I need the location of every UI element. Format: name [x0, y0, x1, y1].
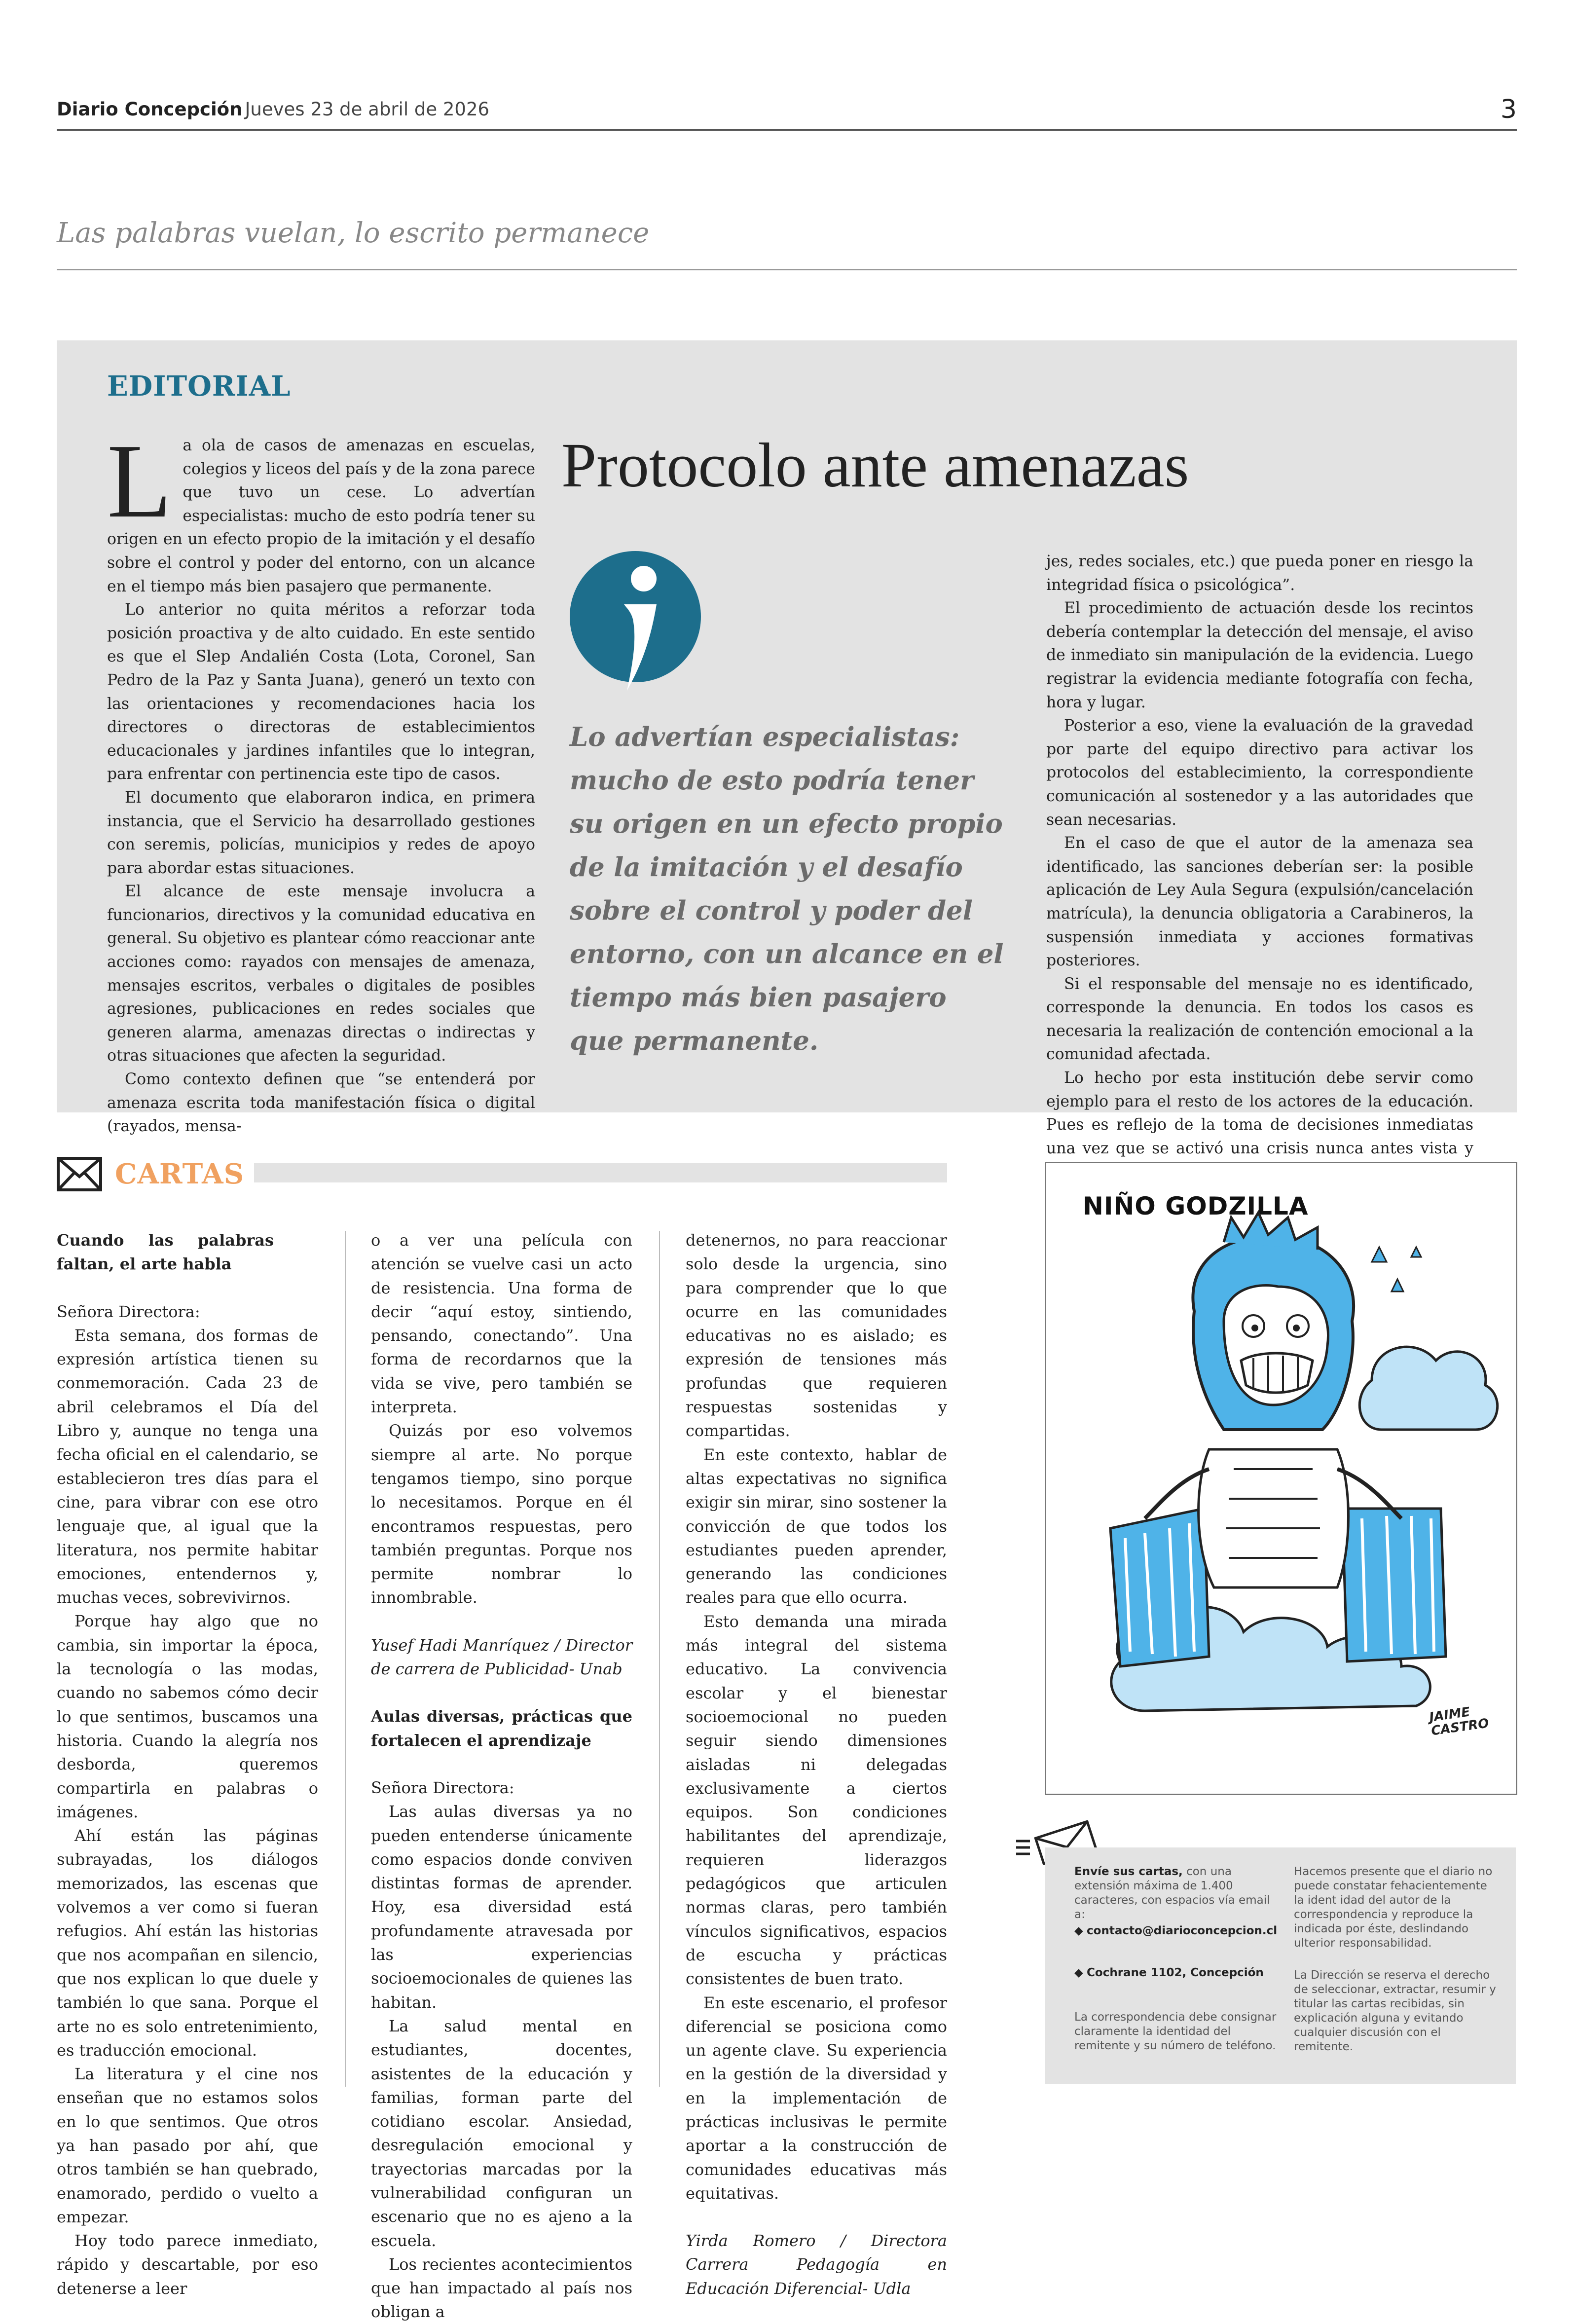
letter-paragraph: En este contexto, hablar de altas expectativas no significa exigir sin mirar, sino sostener la convicción de que todos los estudiantes pueden aprender, generando las condiciones reales para que ello ocurra.: [686, 1445, 947, 1607]
issue-date: Jueves 23 de abril de 2026: [245, 99, 490, 120]
column-divider: [345, 1231, 346, 2087]
send-address: Cochrane 1102, Concepción: [1087, 1966, 1264, 1979]
section-motto: Las palabras vuelan, lo escrito permanece: [57, 217, 1517, 270]
drop-cap: L: [107, 422, 172, 540]
letter-paragraph: La literatura y el cine nos enseñan que no estamos solos en lo que sentimos. Que otros ya han pasado por ahí, que otros también se han quebrado, enamorado, perdido o vuelto a empezar.: [57, 2065, 318, 2226]
page-number: 3: [1500, 95, 1517, 124]
letters-column-1: [57, 1228, 318, 2300]
editorial-label: EDITORIAL: [107, 370, 291, 403]
letter-title: Aulas diversas, prácticas que fortalecen el aprendizaje: [371, 1707, 632, 1750]
editorial-column-left: [107, 422, 535, 1139]
pull-quote: Lo advertían especialistas: mucho de esto podría tener su origen en un efecto propio de la imitación y el desafío sobre el control y poder del entorno, con un alcance en el tiempo más bien pasajero que permanente.: [570, 722, 1004, 1056]
cartas-header: [57, 1152, 947, 1196]
editorial-title: Protocolo ante amenazas: [561, 430, 1189, 500]
editorial-paragraph: Como contexto definen que “se entenderá por amenaza escrita toda manifestación física o digital (rayados, mensa-: [107, 1070, 535, 1136]
letter-signature: Yirda Romero / Directora Carrera Pedagogía en Educación Diferencial- Udla: [686, 2231, 947, 2298]
letter-signature: Yusef Hadi Manríquez / Director de carrera de Publicidad- Unab: [371, 1635, 632, 1679]
letter-paragraph: Esto demanda una mirada más integral del sistema educativo. La convivencia escolar y el bienestar socioemocional no pueden seguir siendo dimensiones aisladas ni delegadas exclusivamente a ciertos equipos. Son condiciones habilitantes del aprendizaje, requieren liderazgos pedagógicos que articulen normas claras, pero también vínculos significativos, espacios de escucha y prácticas consistentes de buen trato.: [686, 1612, 947, 1989]
send-lead: Envíe sus cartas,: [1074, 1865, 1183, 1878]
letter-title: Cuando las palabras faltan, el arte habla: [57, 1231, 274, 1274]
editorial-paragraph: Posterior a eso, viene la evaluación de la gravedad por parte del equipo directivo para activar los protocolos del establecimiento, la correspondiente comunicación al sostenedor y a las autoridades que sean necesarias.: [1046, 717, 1473, 829]
editorial-paragraph: El documento que elaboraron indica, en primera instancia, que el Servicio ha desarrollado gestiones con seremis, policías, municipios y redes de apoyo para abordar estas situaciones.: [107, 788, 535, 877]
letter-paragraph: La salud mental en estudiantes, docentes, asistentes de la educación y familias, forman parte del cotidiano escolar. Ansiedad, desregulación emocional y trayectorias marcadas por la vulnerabilidad configuran un escenario que no es ajeno a la escuela.: [371, 2016, 632, 2250]
editorial-paragraph: Lo hecho por esta institución debe servir como ejemplo para el resto de los actores de la educación. Pues es reflejo de la toma de decisiones inmediatas una vez que se activó una crisis nunca antes vista y: [1046, 1069, 1473, 1157]
envelope-icon: [57, 1157, 102, 1191]
letter-paragraph: Hoy todo parece inmediato, rápido y descartable, por eso detenerse a leer: [57, 2231, 318, 2298]
send-note-right-2: La Dirección se reserva el derecho de seleccionar, extractar, resumir y titular las cartas recibidas, sin explicación alguna y evitando cualquier discusión con el remitente.: [1294, 1969, 1496, 2053]
send-address-line: [1074, 1966, 1282, 1980]
newspaper-name: Diario Concepción: [57, 99, 243, 120]
column-divider: [659, 1231, 660, 2087]
send-email: contacto@diarioconcepcion.cl: [1087, 1924, 1278, 1937]
send-lead-detail: con una extensión máxima de 1.400 caracteres, con espacios vía email a:: [1074, 1865, 1270, 1921]
diamond-bullet-icon: ◆: [1074, 1966, 1083, 1979]
send-note-left: La correspondencia debe consignar claramente la identidad del remitente y su número de teléfono.: [1074, 2011, 1277, 2052]
letter-paragraph: En este escenario, el profesor diferencial se posiciona como un agente clave. Su experiencia en la gestión de la diversidad y en la implementación de prácticas inclusivas le permite aportar a la construcción de comunidades educativas más equitativas.: [686, 1993, 947, 2203]
diamond-bullet-icon: ◆: [1074, 1924, 1083, 1937]
letter-paragraph: Las aulas diversas ya no pueden entenderse únicamente como espacios donde conviven distintas formas de aprender. Hoy, esa diversidad está profundamente atravesada por las experiencias socioemocionales de quienes las habitan.: [371, 1802, 632, 2012]
editorial-paragraph: Si el responsable del mensaje no es identificado, corresponde la denuncia. En todos los casos es necesaria la realización de contención emocional a la comunidad afectada.: [1046, 975, 1473, 1064]
cartas-header-bar: [254, 1163, 947, 1182]
send-note-right-1: Hacemos presente que el diario no puede constatar fehacientemente la ident idad del autor de la correspondencia y reproduce la indicada por éste, deslindando ulterior responsabilidad.: [1294, 1865, 1493, 1950]
letter-paragraph: Porque hay algo que no cambia, sin importar la época, la tecnología o las modas, cuando no sabemos cómo decir lo que sentimos, buscamos una historia. Cuando la alegría nos desborda, queremos compartirla en palabras o imágenes.: [57, 1612, 318, 1821]
letter-paragraph: o a ver una película con atención se vuelve casi un acto de resistencia. Una forma de decir “aquí estoy, sintiendo, pensando, conectando”. Una forma de recordarnos que la vida se vive, pero también se interpreta.: [371, 1231, 632, 1417]
editorial-box: [57, 340, 1517, 1157]
letter-paragraph: detenernos, no para reaccionar solo desde la urgencia, sino para comprender que lo que ocurre en las comunidades educativas no es aislado; es expresión de tensiones más profundas que requieren respuestas sostenidas y compartidas.: [686, 1231, 947, 1440]
letters-column-2: [371, 1228, 632, 2324]
info-icon: [569, 550, 702, 691]
page-header: [57, 95, 1517, 131]
letter-paragraph: Los recientes acontecimientos que han impactado al país nos obligan a: [371, 2254, 632, 2322]
letter-paragraph: Quizás por eso volvemos siempre al arte. No porque tengamos tiempo, sino porque lo necesitamos. Porque en él encontramos respuestas, pero también preguntas. Porque nos permite nombrar lo innombrable.: [371, 1421, 632, 1607]
cartoon-artist-signature: JAIME CASTRO: [1428, 1704, 1490, 1739]
cartas-label: CARTAS: [115, 1158, 245, 1190]
letter-paragraph: Ahí están las páginas subrayadas, los diálogos memorizados, las escenas que volvemos a ver como si fueran refugios. Ahí están las historias que nos acompañan en silencio, que nos explican lo que duele y también lo que sana. Porque el arte no es solo entretenimiento, es traducción emocional.: [57, 1826, 318, 2060]
editorial-paragraph: El procedimiento de actuación desde los recintos debería contemplar la detección del mensaje, el aviso de inmediato sin manipulación de la evidencia. Luego registrar la evidencia mediante fotografía con fecha, hora y lugar.: [1046, 599, 1473, 711]
editorial-paragraph: jes, redes sociales, etc.) que pueda poner en riesgo la integridad física o psicológica”.: [1046, 553, 1473, 594]
send-instructions: [1074, 1865, 1282, 1922]
editorial-column-right: [1046, 550, 1473, 1184]
letter-salutation: Señora Directora:: [57, 1302, 200, 1321]
cartoon-frame: [1045, 1162, 1517, 1795]
cartoon-title: NIÑO GODZILLA: [1083, 1192, 1309, 1220]
letter-paragraph: Esta semana, dos formas de expresión artística tienen su conmemoración. Cada 23 de abril celebramos el Día del Libro y, aunque no tenga una fecha oficial en el calendario, se establecieron tres días para el cine, para vibrar con ese otro lenguaje que, al igual que la literatura, nos permite habitar emociones, entendernos y, muchas veces, sobrevivirnos.: [57, 1326, 318, 1607]
editorial-paragraph: Lo anterior no quita méritos a reforzar toda posición proactiva y de alto cuidado. En este sentido es que el Slep Andalién Costa (Lota, Coronel, San Pedro de la Paz y Santa Juana), generó un texto con las orientaciones y recomendaciones hacia los directores o directoras de establecimientos educacionales y jardines infantiles que lo integran, para enfrentar con pertinencia este tipo de casos.: [107, 601, 535, 783]
editorial-paragraph: El alcance de este mensaje involucra a funcionarios, directivos y la comunidad educativa en general. Su objetivo es plantear cómo reaccionar ante acciones como: rayados con mensajes de amenaza, mensajes escritos, verbales o digitales de posibles agresiones, publicaciones en redes sociales que generen alarma, amenazas directas o indirectas y otras situaciones que afecten la seguridad.: [107, 883, 535, 1065]
send-letters-box: [1045, 1847, 1516, 2084]
editorial-paragraph: a ola de casos de amenazas en escuelas, colegios y liceos del país y de la zona parece que tuvo un cese. Lo advertían especialistas: mucho de esto podría tener su origen en un efecto propio de la imitación y el desafío sobre el control y poder del entorno, con un alcance en el tiempo más bien pasajero que permanente.: [107, 437, 535, 595]
letters-column-3: [686, 1228, 947, 2300]
letter-salutation: Señora Directora:: [371, 1778, 514, 1797]
cartoon-illustration: [1046, 1163, 1516, 1794]
send-email-line: [1074, 1924, 1282, 1938]
editorial-paragraph: En el caso de que el autor de la amenaza sea identificado, las sanciones deberían ser: la posible aplicación de Ley Aula Segura (expulsión/cancelación matrícula), la denuncia obligatoria a Carabineros, la suspensión inmediata y acciones formativas posteriores.: [1046, 834, 1473, 970]
